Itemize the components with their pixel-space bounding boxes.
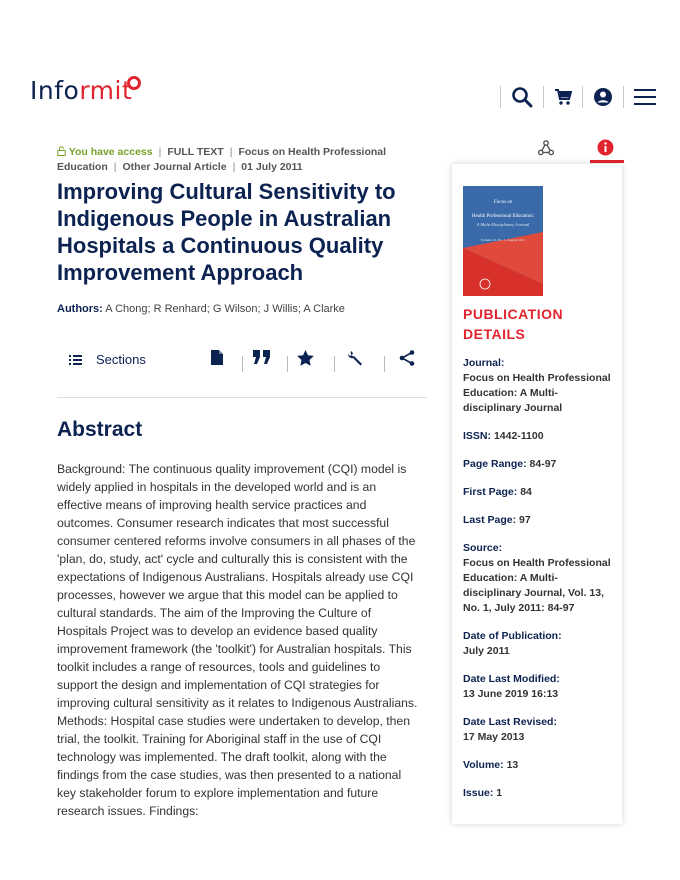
detail-value: 1442-1100 [493, 430, 544, 442]
menu-icon[interactable] [634, 88, 656, 106]
search-icon[interactable] [511, 86, 533, 108]
publication-details-title: PUBLICATION DETAILS [463, 306, 564, 342]
publication-details-panel [452, 164, 622, 824]
abstract-heading: Abstract [57, 418, 143, 441]
tools-icon[interactable] [347, 350, 364, 372]
article-meta: You have access | FULL TEXT | Focus on Health Professional Education | Other Journal Article | 01 July 2011 [57, 146, 387, 173]
detail-value: July 2011 [463, 645, 510, 657]
toolbar-divider-line [57, 397, 427, 398]
detail-label: Journal: [463, 357, 505, 369]
detail-value: Focus on Health Professional Education: A Multi-disciplinary Journal [463, 372, 611, 414]
detail-row [463, 485, 615, 500]
detail-label: ISSN: [463, 430, 492, 442]
fulltext-label: FULL TEXT [167, 146, 224, 158]
sections-label: Sections [96, 352, 146, 367]
detail-label: Page Range: [463, 458, 527, 470]
detail-value: 13 June 2019 16:13 [463, 688, 559, 700]
detail-row [463, 457, 615, 472]
informit-logo[interactable]: Informit [30, 76, 133, 105]
detail-label: First Page: [463, 486, 518, 498]
unlock-icon [57, 146, 66, 156]
toolbar-divider [334, 356, 335, 372]
detail-label: Date Last Modified: [463, 673, 560, 685]
journal-link[interactable]: Focus on Health Professional Education [57, 146, 387, 173]
article-date: 01 July 2011 [241, 161, 303, 173]
detail-value: 84 [520, 486, 532, 498]
authors-label: Authors: [57, 303, 103, 315]
share-icon[interactable] [399, 350, 415, 371]
bookmark-icon[interactable] [297, 350, 314, 371]
detail-row [463, 758, 615, 773]
detail-value: Focus on Health Professional Education: A Multi-disciplinary Journal, Vol. 13, No. 1, July 2011: 84-97 [463, 557, 611, 614]
cover-line: Volume 13, No. 1, August 2011 [480, 238, 526, 242]
detail-value: 84-97 [529, 458, 557, 470]
journal-cover[interactable] [463, 186, 543, 296]
detail-label: Volume: [463, 759, 504, 771]
pdf-icon[interactable] [211, 350, 223, 370]
detail-row [463, 672, 615, 702]
detail-row [463, 541, 615, 616]
network-icon[interactable] [538, 140, 554, 161]
account-icon[interactable] [593, 87, 613, 107]
cite-icon[interactable] [253, 350, 271, 369]
abstract-text: Background: The continuous quality improvement (CQI) model is widely applied in hospitals in the developed world and is an effective means of improving health service practices and outcomes. Consumer research indicates that most successful consumer centered reforms involve consumers in all phases of the 'plan, do, study, act' cycle and culturally this is consistent with the expectations of Indigenous Australians. Hospitals already use CQI processes, however we argue that this model can be applied to cultural standards. The aim of the Improving the Culture of Hospitals Project was to develop an evidence based quality improvement framework (the 'toolkit') for Australian hospitals. This toolkit includes a range of resources, tools and guidelines to support the design and implementation of CQI strategies for improving cultural sensitivity as it relates to Indigenous Australians. Methods: Hospital case studies were undertaken to develop, then trial, the toolkit. Training for Aboriginal staff in the use of CQI technology was implemented. The draft toolkit, along with the findings from the case studies, was then presented to a national key stakeholder forum to explore implementation and future research issues. Findings: [57, 462, 418, 818]
sections-button[interactable] [69, 352, 146, 367]
header-divider [500, 86, 501, 108]
article-type: Other Journal Article [122, 161, 227, 173]
detail-label: Last Page: [463, 514, 517, 526]
detail-value: 1 [496, 787, 503, 799]
detail-label: Date Last Revised: [463, 716, 557, 728]
access-badge: You have access [57, 146, 153, 158]
header-divider [582, 86, 583, 108]
toolbar-divider [242, 356, 243, 372]
detail-value: 13 [506, 759, 519, 771]
cover-line: A Multi-Disciplinary Journal [476, 222, 530, 227]
list-icon [69, 355, 82, 365]
detail-label: Issue: [463, 787, 494, 799]
authors-list[interactable]: A Chong; R Renhard; G Wilson; J Willis; A Clarke [105, 303, 345, 315]
authors-line [57, 303, 345, 315]
header-divider [623, 86, 624, 108]
publication-details-list [463, 356, 615, 814]
logo-ring-icon [127, 76, 141, 90]
detail-row [463, 629, 615, 659]
detail-row [463, 356, 615, 416]
toolbar-divider [287, 356, 288, 372]
detail-value: 97 [519, 514, 531, 526]
article-toolbar [57, 346, 427, 376]
detail-label: Source: [463, 542, 503, 554]
cover-line: Focus on [493, 200, 513, 205]
detail-label: Date of Publication: [463, 630, 562, 642]
header-divider [543, 86, 544, 108]
toolbar-divider [384, 356, 385, 372]
detail-row [463, 715, 615, 745]
detail-value: 17 May 2013 [463, 731, 525, 743]
cover-line: Health Professional Education: [471, 214, 535, 219]
header-actions [490, 84, 656, 110]
detail-row [463, 786, 615, 801]
detail-row [463, 513, 615, 528]
cart-icon[interactable] [554, 88, 572, 106]
info-icon[interactable] [597, 139, 614, 161]
article-title: Improving Cultural Sensitivity to Indigenous People in Australian Hospitals a Continuous Quality Improvement Approach [57, 179, 396, 285]
active-tab-indicator [590, 160, 624, 163]
detail-row [463, 429, 615, 444]
